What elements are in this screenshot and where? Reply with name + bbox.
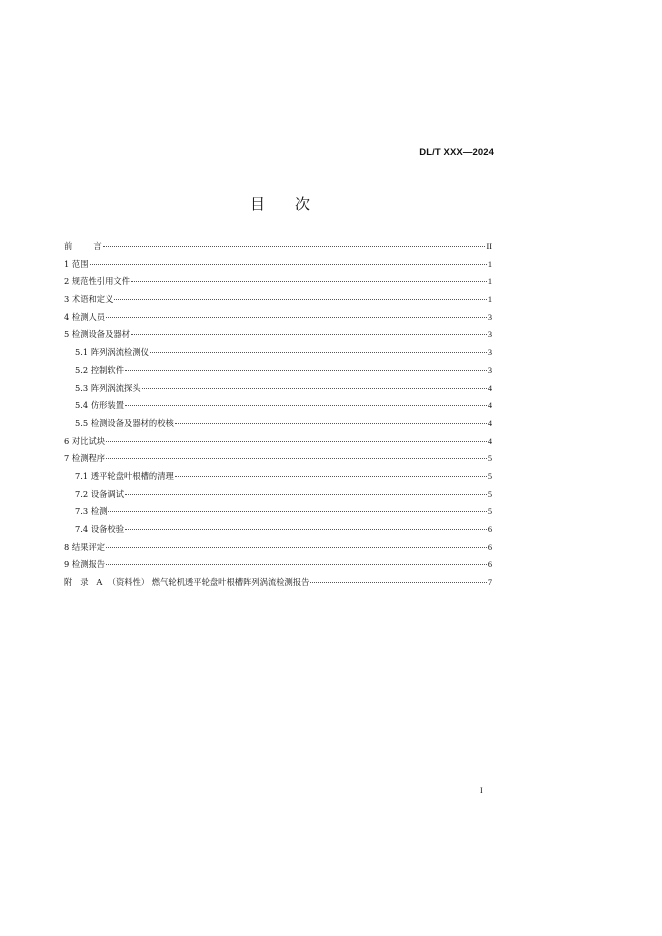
toc-entry-label: 3 术语和定义 bbox=[64, 294, 114, 305]
toc-entry-label: 8 结果评定 bbox=[64, 541, 106, 552]
toc-entry[interactable] bbox=[64, 256, 492, 274]
toc-entry[interactable] bbox=[64, 574, 492, 592]
toc-dot-leader bbox=[106, 547, 487, 548]
toc-entry[interactable] bbox=[64, 450, 492, 468]
toc-entry-page: 1 bbox=[487, 259, 492, 269]
toc-dot-leader bbox=[142, 388, 487, 389]
toc-entry-page: 3 bbox=[487, 312, 492, 322]
toc-entry[interactable] bbox=[64, 291, 492, 309]
standard-code: DL/T XXX—2024 bbox=[419, 147, 494, 158]
toc-dot-leader bbox=[106, 564, 487, 565]
page-number: I bbox=[480, 786, 483, 795]
toc-dot-leader bbox=[90, 264, 487, 265]
toc-entry-label: 5.2 控制软件 bbox=[75, 364, 125, 375]
toc-entry[interactable] bbox=[64, 521, 492, 539]
toc-entry-page: 5 bbox=[487, 489, 492, 499]
toc-dot-leader bbox=[114, 299, 486, 300]
table-of-contents bbox=[64, 238, 492, 592]
toc-entry-label: 6 对比试块 bbox=[64, 435, 106, 446]
toc-entry-page: 6 bbox=[487, 525, 492, 534]
toc-entry-page: 1 bbox=[487, 277, 492, 287]
toc-entry[interactable] bbox=[64, 415, 492, 433]
toc-entry[interactable] bbox=[64, 397, 492, 415]
toc-entry[interactable] bbox=[64, 503, 492, 521]
page-title bbox=[0, 193, 560, 214]
toc-entry-label: 5.1 阵列涡流检测仪 bbox=[75, 347, 149, 358]
toc-dot-leader bbox=[310, 582, 486, 583]
toc-entry-page: 4 bbox=[487, 383, 492, 393]
toc-entry-page: 1 bbox=[487, 295, 492, 305]
toc-entry[interactable] bbox=[64, 344, 492, 362]
toc-entry-page: 6 bbox=[487, 542, 492, 552]
toc-entry-label: 7 检测程序 bbox=[64, 453, 106, 464]
toc-entry[interactable] bbox=[64, 273, 492, 291]
toc-entry-label: 前 言 bbox=[64, 241, 102, 251]
toc-entry-page: 4 bbox=[487, 401, 492, 411]
title-char-2: 次 bbox=[295, 195, 311, 213]
toc-dot-leader bbox=[175, 476, 487, 477]
toc-entry-label: 5.4 仿形装置 bbox=[75, 400, 125, 411]
toc-entry-label: 5 检测设备及器材 bbox=[64, 329, 130, 340]
toc-entry-page: 4 bbox=[487, 436, 492, 446]
toc-dot-leader bbox=[125, 494, 487, 495]
toc-entry-page: 3 bbox=[487, 330, 492, 340]
toc-entry-page: 7 bbox=[487, 578, 492, 588]
toc-entry-label: 7.2 设备调试 bbox=[75, 488, 125, 499]
toc-dot-leader bbox=[125, 370, 487, 371]
toc-entry-label: 7.4 设备校验 bbox=[75, 524, 125, 534]
toc-entry-label: 1 范围 bbox=[64, 258, 89, 269]
toc-entry-label: 附 录 A （资料性） 燃气轮机透平轮盘叶根槽阵列涡流检测报告 bbox=[64, 577, 310, 588]
toc-entry-label: 5.3 阵列涡流探头 bbox=[75, 382, 141, 393]
toc-dot-leader bbox=[108, 511, 486, 512]
toc-entry-page: 5 bbox=[487, 507, 492, 517]
toc-entry[interactable] bbox=[64, 556, 492, 574]
toc-entry-label: 4 检测人员 bbox=[64, 311, 106, 322]
toc-entry[interactable] bbox=[64, 468, 492, 486]
toc-entry[interactable] bbox=[64, 486, 492, 504]
toc-dot-leader bbox=[131, 334, 487, 335]
title-char-1: 目 bbox=[249, 195, 265, 213]
toc-dot-leader bbox=[125, 529, 487, 530]
toc-entry-page: 4 bbox=[487, 418, 492, 428]
toc-entry-label: 7.1 透平轮盘叶根槽的清理 bbox=[75, 470, 174, 481]
toc-dot-leader bbox=[175, 423, 487, 424]
toc-dot-leader bbox=[106, 441, 487, 442]
toc-entry-page: II bbox=[486, 242, 492, 251]
toc-entry[interactable] bbox=[64, 238, 492, 256]
toc-entry-page: 6 bbox=[487, 560, 492, 570]
toc-entry[interactable] bbox=[64, 326, 492, 344]
toc-dot-leader bbox=[131, 281, 487, 282]
toc-entry-label: 5.5 检测设备及器材的校核 bbox=[75, 417, 174, 428]
toc-dot-leader bbox=[103, 246, 486, 247]
toc-entry[interactable] bbox=[64, 539, 492, 557]
toc-dot-leader bbox=[125, 405, 487, 406]
toc-entry-page: 3 bbox=[487, 365, 492, 375]
toc-entry[interactable] bbox=[64, 433, 492, 451]
toc-entry[interactable] bbox=[64, 380, 492, 398]
toc-dot-leader bbox=[106, 458, 487, 459]
toc-entry[interactable] bbox=[64, 362, 492, 380]
toc-entry-page: 3 bbox=[487, 348, 492, 358]
toc-entry[interactable] bbox=[64, 309, 492, 327]
toc-entry-page: 5 bbox=[487, 471, 492, 481]
toc-dot-leader bbox=[150, 352, 487, 353]
toc-entry-page: 5 bbox=[487, 454, 492, 464]
toc-entry-label: 2 规范性引用文件 bbox=[64, 276, 130, 287]
toc-dot-leader bbox=[106, 317, 487, 318]
toc-entry-label: 9 检测报告 bbox=[64, 559, 106, 570]
toc-entry-label: 7.3 检测 bbox=[75, 506, 108, 517]
